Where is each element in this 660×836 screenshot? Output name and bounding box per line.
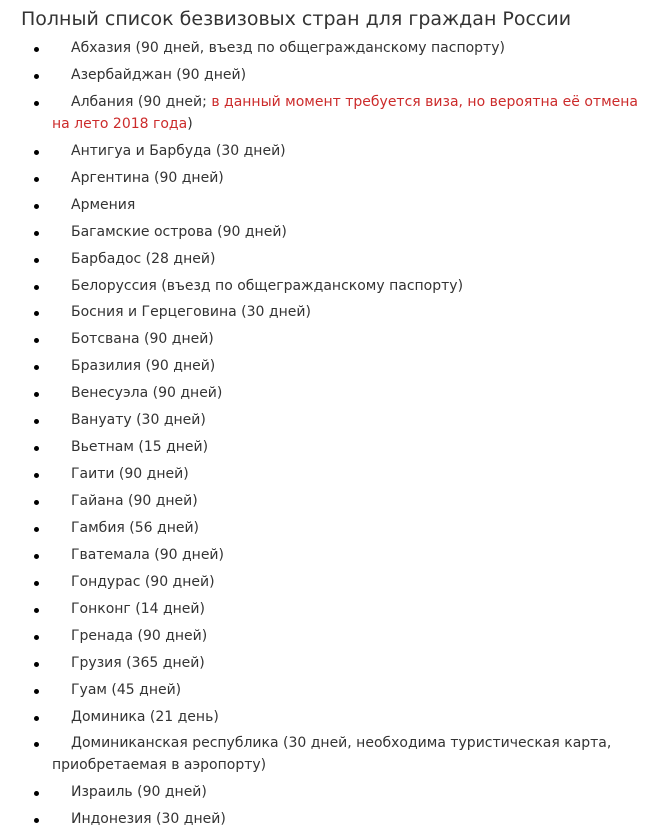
list-item-argentina: [0, 167, 660, 189]
list-item-armenia: [0, 194, 660, 216]
list-item-suffix: ): [187, 115, 193, 132]
list-item-brazil: [0, 355, 660, 377]
list-item-text: Гренада (90 дней): [71, 627, 208, 644]
bullet-icon: [34, 150, 39, 155]
list-item-guam: [0, 679, 660, 701]
list-item-text: Гондурас (90 дней): [71, 573, 215, 590]
bullet-icon: [34, 742, 39, 747]
bullet-icon: [34, 177, 39, 182]
list-item-indonesia: [0, 808, 660, 830]
list-item-text: Гайана (90 дней): [71, 493, 198, 509]
list-item-text: Босния и Герцеговина (30 дней): [71, 304, 311, 321]
list-item-text: Гонконг (14 дней): [71, 600, 205, 617]
list-item-text: Багамские острова (90 дней): [71, 223, 287, 240]
list-item-text: Израиль (90 дней): [71, 784, 207, 801]
list-item-text: Албания (90 дней;: [71, 93, 212, 110]
bullet-icon: [34, 101, 39, 106]
list-item-haiti: [0, 463, 660, 485]
bullet-icon: [34, 500, 39, 505]
bullet-icon: [34, 689, 39, 694]
list-item-guatemala: [0, 544, 660, 566]
bullet-icon: [34, 581, 39, 586]
list-item-botswana: [0, 328, 660, 350]
list-item-text: Доминиканская республика (30 дней, необходима туристическая карта, приобретаемая в аэропорту): [52, 735, 612, 774]
list-item-barbados: [0, 248, 660, 270]
list-item-bosnia: [0, 301, 660, 323]
list-item-text: Абхазия (90 дней, въезд по общегражданскому паспорту): [71, 40, 505, 56]
bullet-icon: [34, 338, 39, 343]
bullet-icon: [34, 74, 39, 79]
bullet-icon: [34, 365, 39, 370]
list-item-text: Азербайджан (90 дней): [71, 66, 247, 83]
bullet-icon: [34, 204, 39, 209]
list-item-text: Доминика (21 день): [71, 708, 219, 725]
list-item-gambia: [0, 517, 660, 539]
bullet-icon: [34, 527, 39, 532]
list-item-text: Гамбия (56 дней): [71, 519, 200, 536]
bullet-icon: [34, 554, 39, 559]
bullet-icon: [34, 473, 39, 478]
bullet-icon: [34, 419, 39, 424]
list-item-text: Гаити (90 дней): [71, 466, 189, 483]
list-item-text: Вьетнам (15 дней): [71, 439, 209, 456]
bullet-icon: [34, 258, 39, 263]
bullet-icon: [34, 47, 39, 52]
list-item-text: Грузия (365 дней): [71, 654, 205, 671]
list-item-guyana: [0, 490, 660, 512]
list-item-text: Белоруссия (въезд по общегражданскому паспорту): [71, 277, 464, 294]
list-item-dominican-republic: [0, 732, 660, 776]
list-item-text: Индонезия (30 дней): [71, 811, 226, 828]
list-item-text: Армения: [71, 196, 136, 213]
bullet-icon: [34, 818, 39, 823]
list-item-hong-kong: [0, 598, 660, 620]
list-item-israel: [0, 781, 660, 803]
list-item-albania: [0, 91, 660, 135]
list-item-abkhazia: [0, 37, 660, 59]
bullet-icon: [34, 662, 39, 667]
list-item-bahamas: [0, 221, 660, 243]
list-item-text: Венесуэла (90 дней): [71, 385, 223, 402]
list-item-grenada: [0, 625, 660, 647]
bullet-icon: [34, 231, 39, 236]
list-item-text: Аргентина (90 дней): [71, 169, 224, 186]
page-title: Полный список безвизовых стран для граждан России: [21, 8, 572, 30]
visa-free-country-list: [0, 37, 660, 835]
list-item-text: Ботсвана (90 дней): [71, 331, 214, 348]
list-item-text: Бразилия (90 дней): [71, 358, 216, 375]
bullet-icon: [34, 285, 39, 290]
list-item-belarus: [0, 275, 660, 297]
bullet-icon: [34, 716, 39, 721]
list-item-honduras: [0, 571, 660, 593]
list-item-vietnam: [0, 436, 660, 458]
list-item-text: Гватемала (90 дней): [71, 546, 224, 563]
list-item-dominica: [0, 706, 660, 728]
bullet-icon: [34, 635, 39, 640]
list-item-antigua-barbuda: [0, 140, 660, 162]
list-item-text: Вануату (30 дней): [71, 412, 206, 429]
list-item-venezuela: [0, 382, 660, 404]
list-item-georgia: [0, 652, 660, 674]
bullet-icon: [34, 608, 39, 613]
list-item-azerbaijan: [0, 64, 660, 86]
bullet-icon: [34, 791, 39, 796]
list-item-text: Барбадос (28 дней): [71, 250, 216, 267]
bullet-icon: [34, 446, 39, 451]
list-item-vanuatu: [0, 409, 660, 431]
list-item-text: Гуам (45 дней): [71, 681, 182, 698]
list-item-text: Антигуа и Барбуда (30 дней): [71, 142, 286, 159]
bullet-icon: [34, 392, 39, 397]
visa-note: в данный момент требуется виза, но вероятна её отмена на лето 2018 года: [52, 93, 638, 132]
bullet-icon: [34, 311, 39, 316]
